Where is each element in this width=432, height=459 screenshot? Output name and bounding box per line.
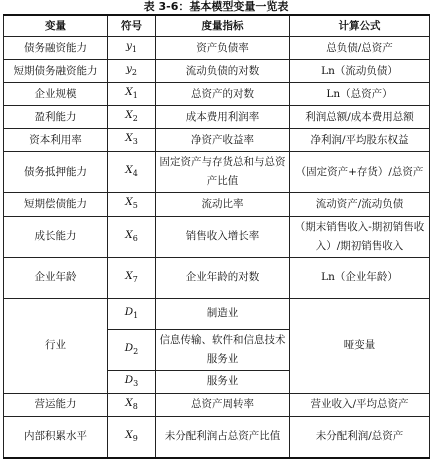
- variable-cell: 内部积累水平: [4, 416, 108, 458]
- table-caption: 表 3-6：基本模型变量一览表: [143, 0, 289, 13]
- formula-cell: （期末销售收入-期初销售收入）/期初销售收入: [290, 216, 430, 257]
- formula-cell: Ln（企业年龄）: [290, 257, 430, 298]
- measure-cell: 净资产收益率: [156, 129, 290, 152]
- formula-cell: 未分配利润/总资产: [290, 416, 430, 458]
- formula-cell: 营业收入/平均总资产: [290, 393, 430, 416]
- table-row: [4, 37, 430, 60]
- table-row: [4, 416, 430, 458]
- table-row: [4, 152, 430, 193]
- formula-cell: Ln（总资产）: [290, 83, 430, 106]
- measure-cell: 信息传输、软件和信息技术服务业: [156, 329, 290, 370]
- variable-cell: 行业: [4, 298, 108, 393]
- variable-cell: 营运能力: [4, 393, 108, 416]
- table-row: [4, 60, 430, 83]
- variable-cell: 企业年龄: [4, 257, 108, 298]
- symbol-cell: $X_3$: [108, 129, 156, 152]
- formula-cell: 哑变量: [290, 298, 430, 393]
- measure-cell: 流动比率: [156, 193, 290, 216]
- variables-table: [3, 14, 430, 459]
- formula-cell: 利润总额/成本费用总额: [290, 106, 430, 129]
- formula-cell: Ln（流动负债）: [290, 60, 430, 83]
- measure-cell: 服务业: [156, 370, 290, 393]
- variable-cell: 企业规模: [4, 83, 108, 106]
- formula-cell: 净利润/平均股东权益: [290, 129, 430, 152]
- formula-cell: 总负债/总资产: [290, 37, 430, 60]
- variable-cell: 成长能力: [4, 216, 108, 257]
- measure-cell: 流动负债的对数: [156, 60, 290, 83]
- variable-cell: 短期偿债能力: [4, 193, 108, 216]
- symbol-cell: $X_5$: [108, 193, 156, 216]
- measure-cell: 总资产的对数: [156, 83, 290, 106]
- table-row: [4, 298, 430, 329]
- symbol-cell: $X_6$: [108, 216, 156, 257]
- variable-cell: 盈利能力: [4, 106, 108, 129]
- variable-cell: 债务抵押能力: [4, 152, 108, 193]
- table-row: [4, 216, 430, 257]
- symbol-cell: $D_1$: [108, 298, 156, 329]
- symbol-cell: $X_7$: [108, 257, 156, 298]
- symbol-cell: $X_1$: [108, 83, 156, 106]
- measure-cell: 成本费用利润率: [156, 106, 290, 129]
- symbol-cell: $y_2$: [108, 60, 156, 83]
- header-measure: 度量指标: [156, 15, 290, 37]
- formula-cell: 流动资产/流动负债: [290, 193, 430, 216]
- symbol-cell: $X_8$: [108, 393, 156, 416]
- variable-cell: 短期债务融资能力: [4, 60, 108, 83]
- variable-cell: 债务融资能力: [4, 37, 108, 60]
- table-row: [4, 193, 430, 216]
- table-row: [4, 106, 430, 129]
- measure-cell: 制造业: [156, 298, 290, 329]
- measure-cell: 总资产周转率: [156, 393, 290, 416]
- variable-cell: 资本利用率: [4, 129, 108, 152]
- measure-cell: 未分配利润占总资产比值: [156, 416, 290, 458]
- measure-cell: 销售收入增长率: [156, 216, 290, 257]
- table-row: [4, 83, 430, 106]
- table-row: [4, 257, 430, 298]
- symbol-cell: $X_4$: [108, 152, 156, 193]
- symbol-cell: $D_2$: [108, 329, 156, 370]
- symbol-cell: $X_9$: [108, 416, 156, 458]
- header-symbol: 符号: [108, 15, 156, 37]
- measure-cell: 企业年龄的对数: [156, 257, 290, 298]
- formula-cell: （固定资产+存货）/总资产: [290, 152, 430, 193]
- symbol-cell: $X_2$: [108, 106, 156, 129]
- header-formula: 计算公式: [290, 15, 430, 37]
- symbol-cell: $y_1$: [108, 37, 156, 60]
- measure-cell: 资产负债率: [156, 37, 290, 60]
- table-row: [4, 129, 430, 152]
- table-row: [4, 393, 430, 416]
- header-variable: 变量: [4, 15, 108, 37]
- measure-cell: 固定资产与存货总和与总资产比值: [156, 152, 290, 193]
- symbol-cell: $D_3$: [108, 370, 156, 393]
